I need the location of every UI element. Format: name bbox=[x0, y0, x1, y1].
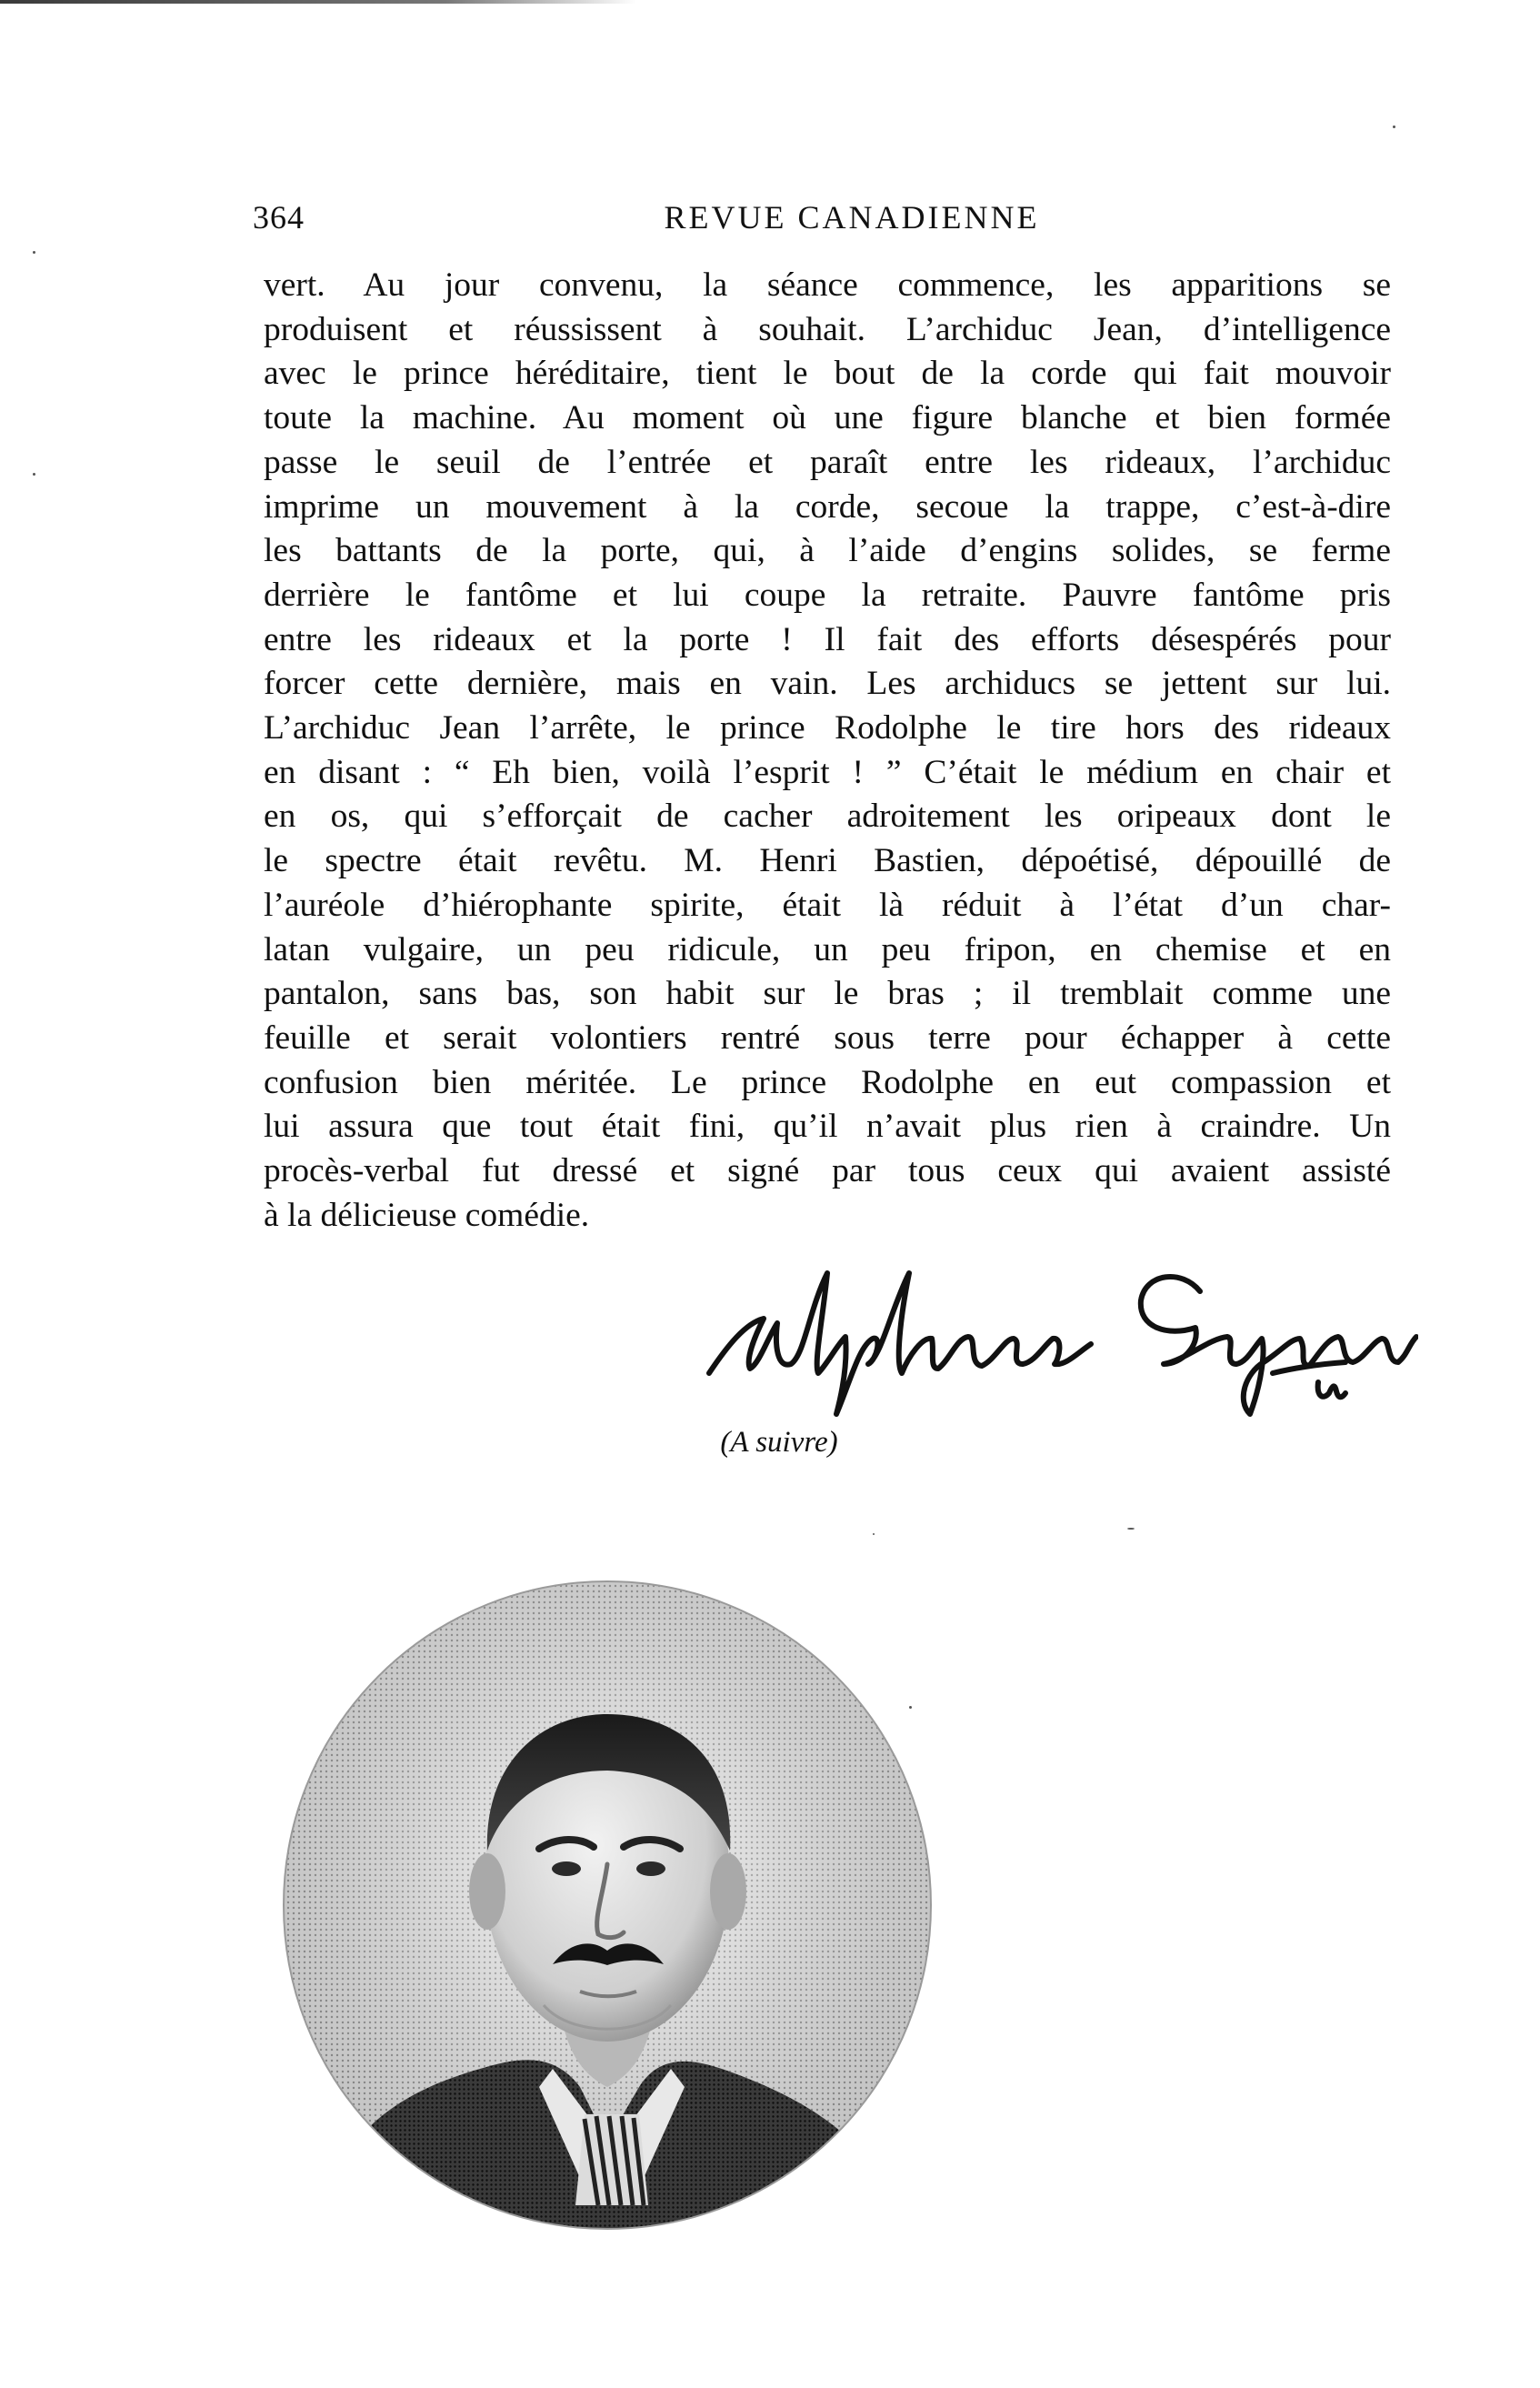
scan-speck bbox=[1127, 1528, 1135, 1530]
text-line: confusion bien méritée. Le prince Rodolphe en eut compassion et bbox=[264, 1063, 1391, 1101]
text-line: pantalon, sans bas, son habit sur le bras ; il tremblait comme une bbox=[264, 975, 1391, 1013]
text-line: produisent et réussissent à souhait. L’archiduc Jean, d’intelligence bbox=[264, 310, 1391, 348]
text-line: à la délicieuse comédie. bbox=[264, 1196, 590, 1234]
text-line: feuille et serait volontiers rentré sous terre pour échapper à cette bbox=[264, 1018, 1391, 1057]
handwritten-signature bbox=[691, 1237, 1418, 1419]
text-line: L’archiduc Jean l’arrête, le prince Rodolphe le tire hors des rideaux bbox=[264, 709, 1391, 748]
text-line: toute la machine. Au moment où une figure blanche et bien formée bbox=[264, 399, 1391, 437]
text-line: procès-verbal fut dressé et signé par tous ceux qui avaient assisté bbox=[264, 1152, 1391, 1190]
text-line: avec le prince héréditaire, tient le bout de la corde qui fait mouvoir bbox=[264, 355, 1391, 393]
portrait-photo bbox=[280, 1578, 935, 2232]
text-line: latan vulgaire, un peu ridicule, un peu fripon, en chemise et en bbox=[264, 930, 1391, 968]
article-body bbox=[264, 264, 1391, 1238]
text-line: les battants de la porte, qui, à l’aide d’engins solides, se ferme bbox=[264, 532, 1391, 570]
text-line: en disant : “ Eh bien, voilà l’esprit ! ” C’était le médium en chair et bbox=[264, 753, 1391, 791]
page-header bbox=[253, 198, 1396, 244]
to-be-continued: (A suivre) bbox=[720, 1426, 838, 1459]
running-title: REVUE CANADIENNE bbox=[664, 199, 1040, 236]
text-line: l’auréole d’hiérophante spirite, était là réduit à l’état d’un char- bbox=[264, 886, 1391, 924]
page-number: 364 bbox=[253, 199, 305, 236]
text-line: passe le seuil de l’entrée et paraît entre les rideaux, l’archiduc bbox=[264, 443, 1391, 481]
text-line: imprime un mouvement à la corde, secoue la trappe, c’est-à-dire bbox=[264, 487, 1391, 526]
text-line: forcer cette dernière, mais en vain. Les archiducs se jettent sur lui. bbox=[264, 665, 1391, 703]
text-line: vert. Au jour convenu, la séance commence, les apparitions se bbox=[264, 266, 1391, 304]
scan-speck bbox=[873, 1533, 875, 1535]
scan-speck bbox=[33, 251, 35, 254]
scan-edge bbox=[0, 0, 636, 4]
scan-speck bbox=[1393, 125, 1395, 128]
text-line: derrière le fantôme et lui coupe la retraite. Pauvre fantôme pris bbox=[264, 576, 1391, 614]
scan-speck bbox=[33, 473, 35, 476]
text-line: entre les rideaux et la porte ! Il fait des efforts désespérés pour bbox=[264, 620, 1391, 658]
text-line: lui assura que tout était fini, qu’il n’avait plus rien à craindre. Un bbox=[264, 1108, 1391, 1146]
text-line: le spectre était revêtu. M. Henri Bastien, dépoétisé, dépouillé de bbox=[264, 842, 1391, 880]
text-line: en os, qui s’efforçait de cacher adroitement les oripeaux dont le bbox=[264, 798, 1391, 836]
